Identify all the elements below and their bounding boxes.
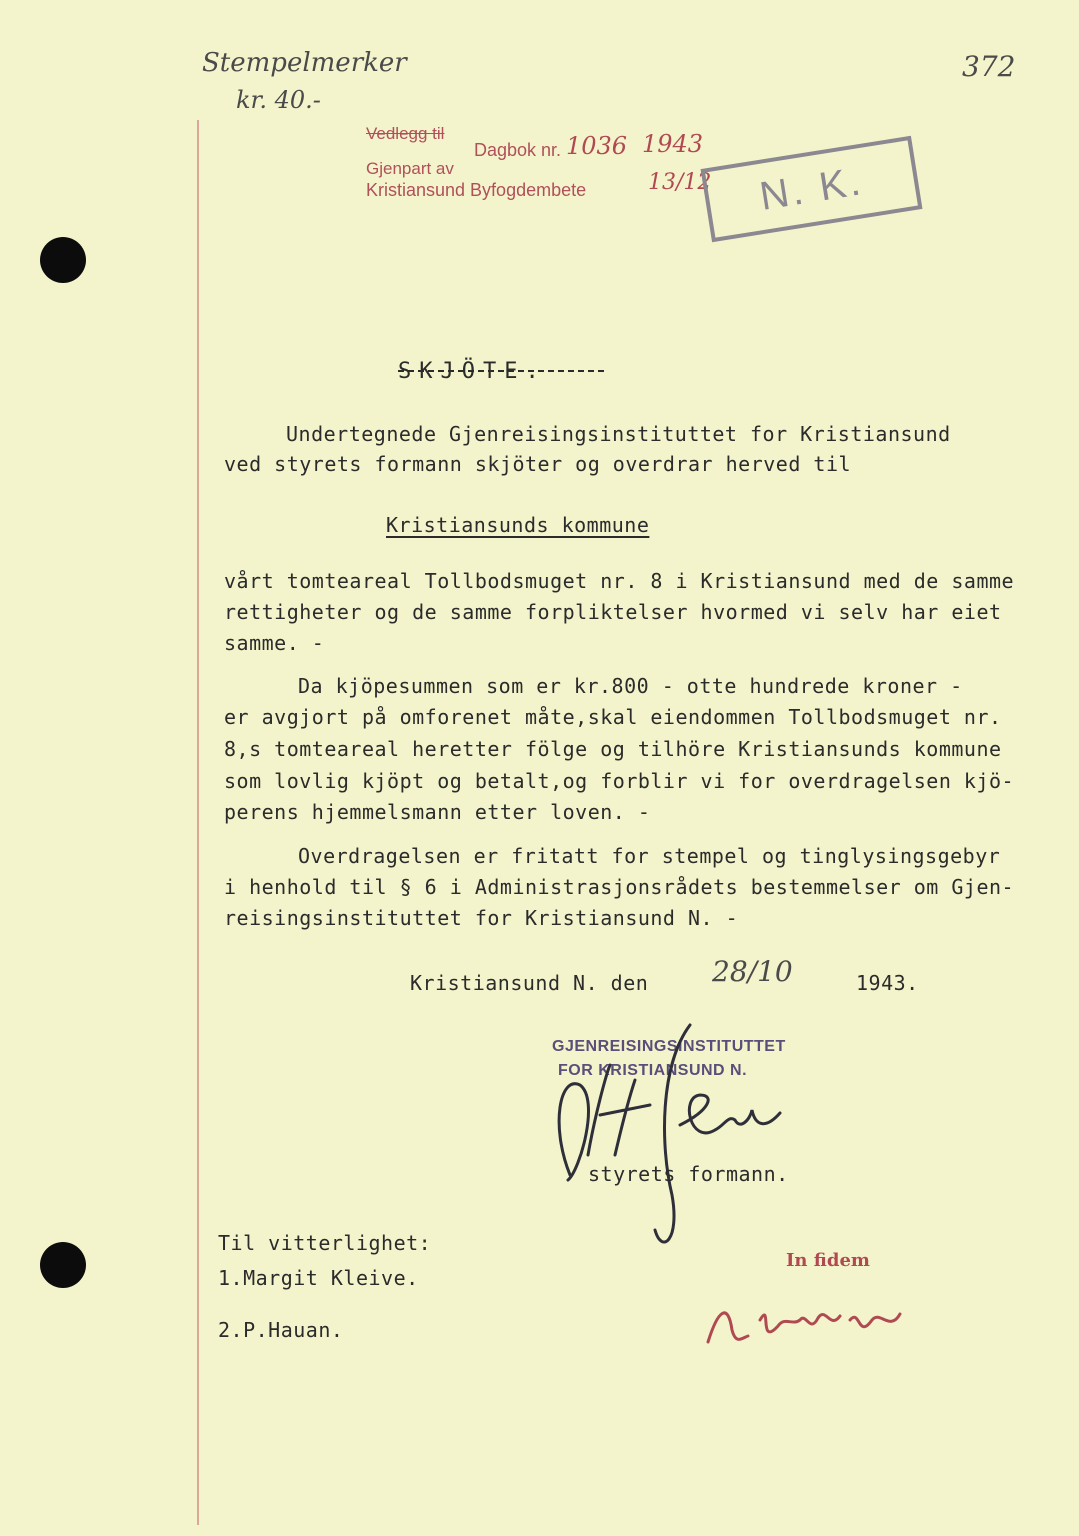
registry-date: 13/12 (648, 170, 712, 195)
witness-item: 2.P.Hauan. (218, 1318, 344, 1342)
paragraph-line: reisingsinstituttet for Kristiansund N. - (224, 906, 739, 930)
margin-line (197, 120, 199, 1525)
dagbok-label: Dagbok nr. (474, 140, 562, 160)
place-text: Kristiansund N. den (410, 971, 649, 995)
stamp-fee-note: Stempelmerker (202, 48, 407, 78)
registry-stamp-line1: Vedlegg til (366, 124, 445, 143)
dagbok-year: 1943 (642, 130, 704, 158)
dagbok-number: 1036 (566, 132, 628, 160)
witness-item: 1.Margit Kleive. (218, 1266, 419, 1290)
paragraph-line: Overdragelsen er fritatt for stempel og tinglysingsgebyr (298, 844, 1001, 868)
registry-stamp-line2: Gjenpart av (366, 159, 454, 178)
intro-line: ved styrets formann skjöter og overdrar herved til (224, 452, 852, 476)
signing-date: 28/10 (712, 955, 793, 988)
registry-stamp-office: Kristiansund Byfogdembete (366, 180, 587, 200)
paragraph-line: vårt tomteareal Tollbodsmuget nr. 8 i Kristiansund med de samme (224, 569, 1015, 593)
in-fidem-label: In fidem (786, 1250, 870, 1271)
intro-line: Undertegnede Gjenreisingsinstituttet for Kristiansund (286, 422, 951, 446)
recipient-name: Kristiansunds kommune (386, 513, 650, 537)
nk-box-stamp: N. K. (701, 136, 923, 242)
institution-stamp-line: FOR KRISTIANSUND N. (558, 1062, 748, 1079)
paragraph-line: 8,s tomteareal heretter fölge og tilhöre Kristiansunds kommune (224, 737, 1002, 761)
punch-hole (40, 1242, 86, 1288)
paragraph-line: i henhold til § 6 i Administrasjonsrådets bestemmelser om Gjen- (224, 875, 1015, 899)
signature-handwriting (540, 1005, 800, 1265)
page-number: 372 (962, 50, 1016, 83)
signer-title: styrets formann. (588, 1162, 789, 1186)
title-rule (398, 370, 604, 372)
paragraph-line: rettigheter og de samme forpliktelser hvormed vi selv har eiet (224, 600, 1002, 624)
paragraph-line: Da kjöpesummen som er kr.800 - otte hundrede kroner - (298, 674, 963, 698)
paragraph-line: perens hjemmelsmann etter loven. - (224, 800, 651, 824)
institution-stamp-line: GJENREISINGSINSTITUTTET (552, 1038, 786, 1055)
witness-heading: Til vitterlighet: (218, 1231, 432, 1255)
paragraph-line: samme. - (224, 631, 325, 655)
in-fidem-signature (700, 1290, 920, 1360)
signing-year: 1943. (856, 971, 919, 995)
paragraph-line: er avgjort på omforenet måte,skal eiendommen Tollbodsmuget nr. (224, 705, 1002, 729)
stamp-fee-amount: kr. 40.- (236, 86, 321, 114)
document-title: SKJÖTE. (398, 359, 547, 384)
punch-hole (40, 237, 86, 283)
paragraph-line: som lovlig kjöpt og betalt,og forblir vi for overdragelsen kjö- (224, 769, 1015, 793)
